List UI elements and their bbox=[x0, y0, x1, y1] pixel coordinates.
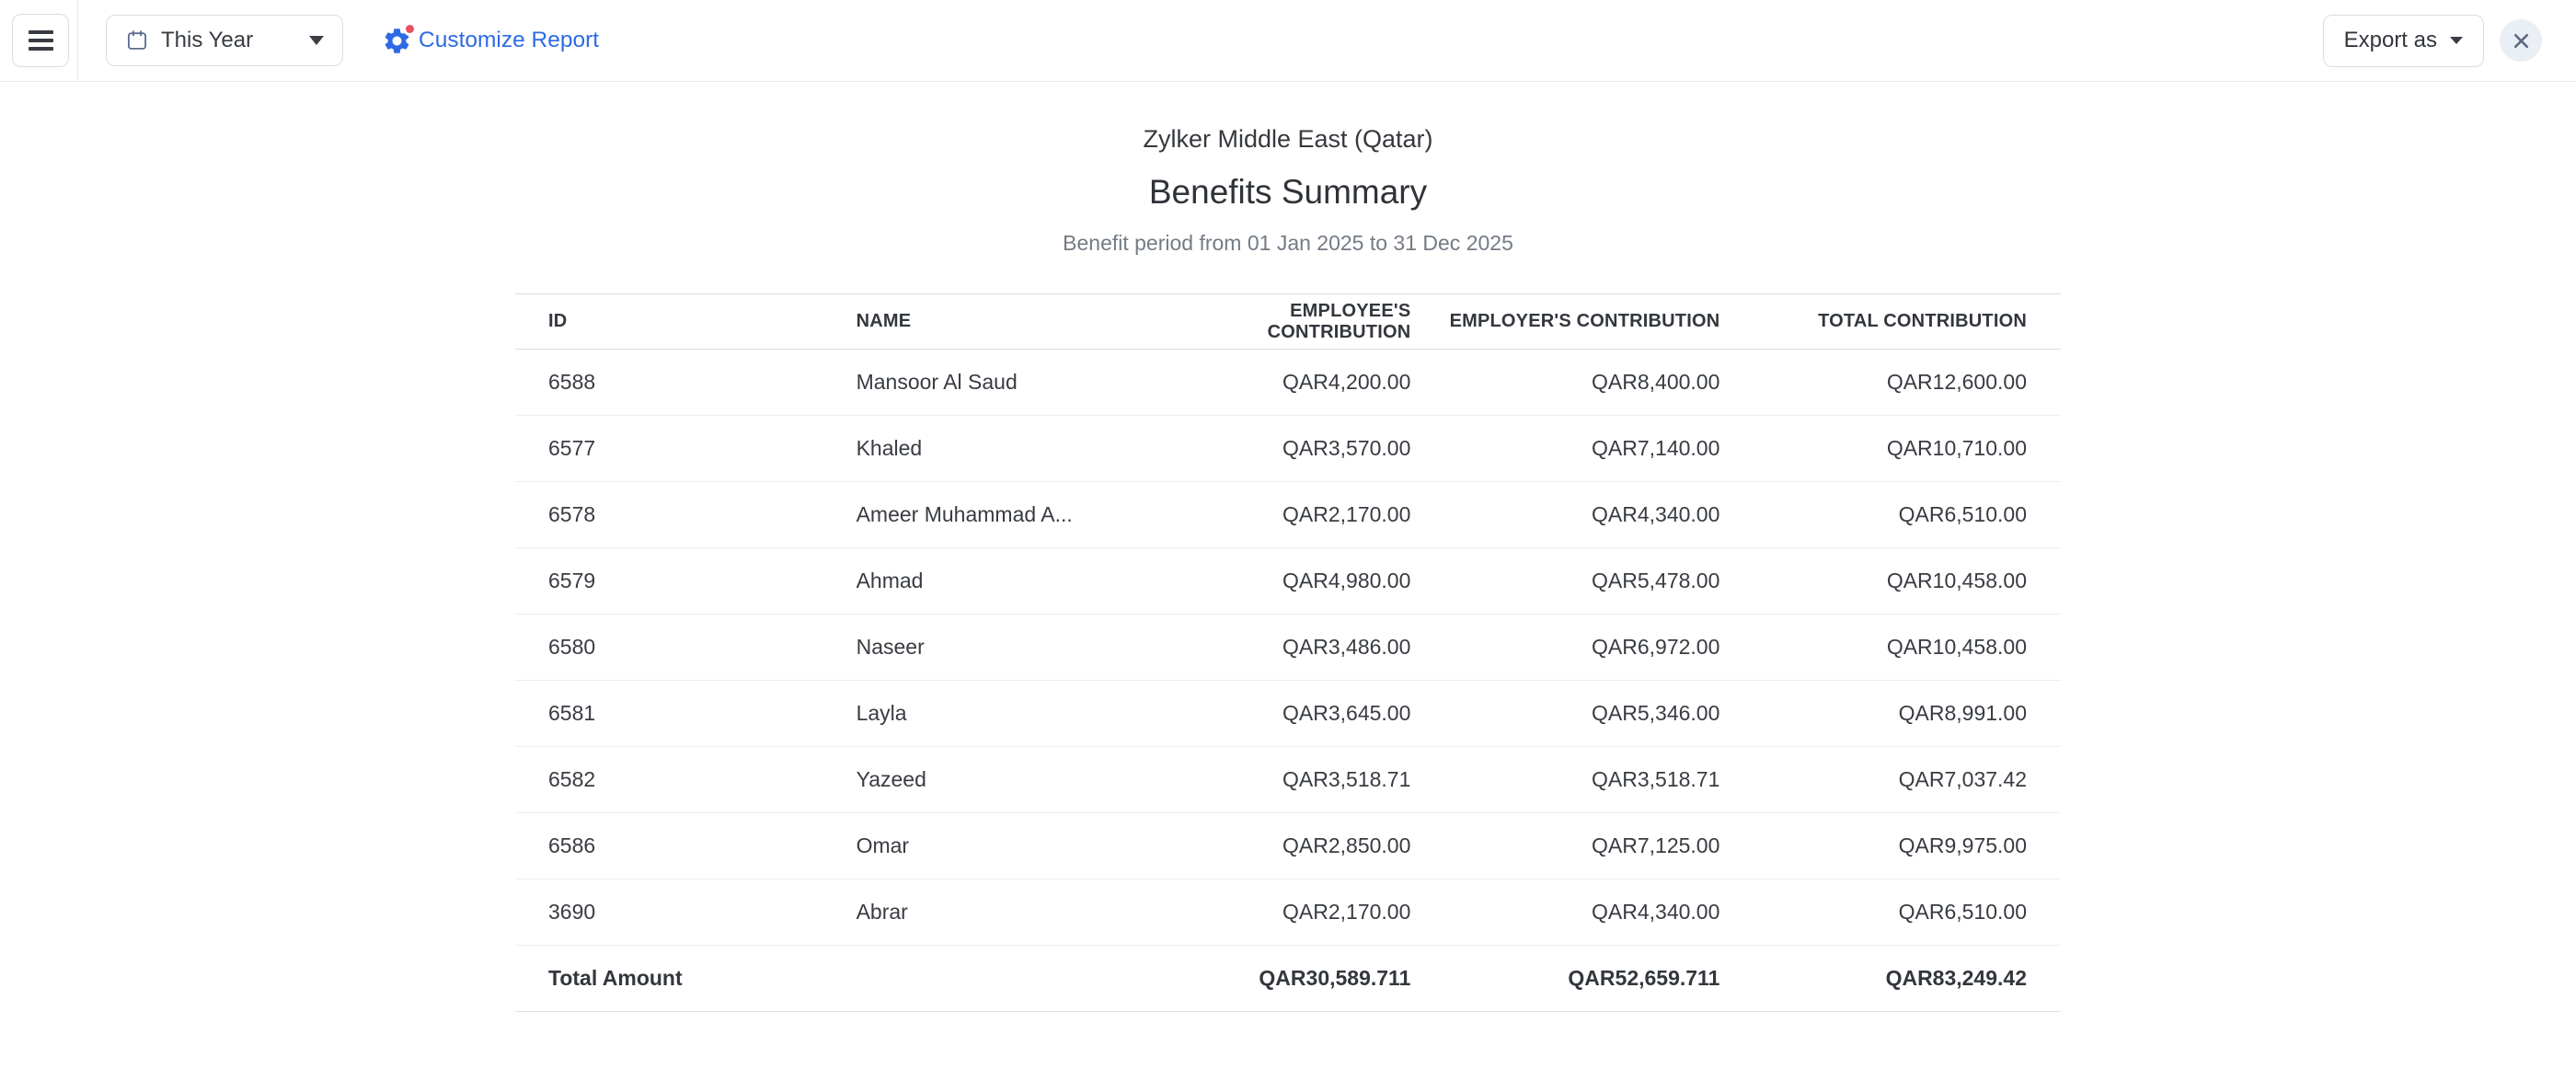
gear-icon bbox=[382, 26, 412, 56]
column-header: NAME bbox=[856, 294, 1172, 350]
column-header: EMPLOYEE'S CONTRIBUTION bbox=[1172, 294, 1411, 350]
company-name: Zylker Middle East (Qatar) bbox=[1143, 125, 1433, 153]
hamburger-icon bbox=[29, 30, 53, 34]
report-period-text: Benefit period from 01 Jan 2025 to 31 Dec 2025 bbox=[1063, 231, 1513, 255]
total-name-cell bbox=[856, 946, 1172, 1012]
toolbar bbox=[0, 0, 2576, 82]
period-selector-value: This Year bbox=[161, 28, 254, 52]
cell-id: 6588 bbox=[515, 350, 856, 416]
cell-employee: QAR3,645.00 bbox=[1172, 681, 1411, 747]
toolbar-right-group bbox=[2323, 15, 2542, 67]
cell-employer: QAR4,340.00 bbox=[1411, 879, 1720, 946]
total-label-cell: Total Amount bbox=[515, 946, 856, 1012]
cell-employer: QAR6,972.00 bbox=[1411, 615, 1720, 681]
column-header: ID bbox=[515, 294, 856, 350]
cell-employee: QAR4,980.00 bbox=[1172, 548, 1411, 615]
cell-total: QAR9,975.00 bbox=[1720, 813, 2061, 879]
cell-employer: QAR8,400.00 bbox=[1411, 350, 1720, 416]
benefits-table bbox=[515, 293, 2061, 1012]
period-selector-dropdown[interactable] bbox=[106, 15, 343, 66]
cell-name: Ameer Muhammad A... bbox=[856, 482, 1172, 548]
cell-total: QAR7,037.42 bbox=[1720, 747, 2061, 813]
table-row bbox=[515, 615, 2061, 681]
table-row bbox=[515, 350, 2061, 416]
close-icon bbox=[2512, 31, 2531, 51]
table-row bbox=[515, 879, 2061, 946]
table-row bbox=[515, 482, 2061, 548]
toolbar-divider bbox=[77, 0, 78, 81]
cell-name: Abrar bbox=[856, 879, 1172, 946]
total-employer-cell: QAR52,659.711 bbox=[1411, 946, 1720, 1012]
cell-name: Naseer bbox=[856, 615, 1172, 681]
cell-id: 6580 bbox=[515, 615, 856, 681]
cell-employee: QAR3,486.00 bbox=[1172, 615, 1411, 681]
cell-employer: QAR7,140.00 bbox=[1411, 416, 1720, 482]
cell-employer: QAR4,340.00 bbox=[1411, 482, 1720, 548]
cell-id: 3690 bbox=[515, 879, 856, 946]
cell-name: Mansoor Al Saud bbox=[856, 350, 1172, 416]
table-row bbox=[515, 416, 2061, 482]
cell-id: 6577 bbox=[515, 416, 856, 482]
cell-name: Omar bbox=[856, 813, 1172, 879]
cell-total: QAR10,710.00 bbox=[1720, 416, 2061, 482]
table-header-row bbox=[515, 294, 2061, 350]
column-header: EMPLOYER'S CONTRIBUTION bbox=[1411, 294, 1720, 350]
hamburger-menu-button[interactable] bbox=[12, 14, 69, 67]
cell-id: 6586 bbox=[515, 813, 856, 879]
cell-id: 6579 bbox=[515, 548, 856, 615]
export-as-button[interactable] bbox=[2323, 15, 2484, 67]
cell-employer: QAR7,125.00 bbox=[1411, 813, 1720, 879]
cell-employer: QAR5,346.00 bbox=[1411, 681, 1720, 747]
cell-name: Ahmad bbox=[856, 548, 1172, 615]
export-as-label: Export as bbox=[2343, 28, 2437, 52]
cell-total: QAR6,510.00 bbox=[1720, 879, 2061, 946]
cell-total: QAR10,458.00 bbox=[1720, 548, 2061, 615]
report-header bbox=[0, 82, 2576, 256]
cell-total: QAR12,600.00 bbox=[1720, 350, 2061, 416]
cell-id: 6581 bbox=[515, 681, 856, 747]
cell-employee: QAR4,200.00 bbox=[1172, 350, 1411, 416]
cell-employee: QAR2,850.00 bbox=[1172, 813, 1411, 879]
cell-id: 6582 bbox=[515, 747, 856, 813]
chevron-down-icon bbox=[2450, 37, 2463, 44]
total-employee-cell: QAR30,589.711 bbox=[1172, 946, 1411, 1012]
table-total-row bbox=[515, 946, 2061, 1012]
cell-name: Yazeed bbox=[856, 747, 1172, 813]
cell-employer: QAR3,518.71 bbox=[1411, 747, 1720, 813]
cell-employer: QAR5,478.00 bbox=[1411, 548, 1720, 615]
table-row bbox=[515, 813, 2061, 879]
cell-name: Layla bbox=[856, 681, 1172, 747]
table-body bbox=[515, 350, 2061, 946]
cell-employee: QAR2,170.00 bbox=[1172, 482, 1411, 548]
customize-report-label: Customize Report bbox=[419, 28, 600, 52]
close-button[interactable] bbox=[2500, 19, 2542, 62]
cell-employee: QAR3,518.71 bbox=[1172, 747, 1411, 813]
total-total-cell: QAR83,249.42 bbox=[1720, 946, 2061, 1012]
report-title: Benefits Summary bbox=[1148, 173, 1428, 211]
calendar-icon bbox=[125, 29, 149, 52]
cell-employee: QAR3,570.00 bbox=[1172, 416, 1411, 482]
chevron-down-icon bbox=[309, 36, 324, 45]
table-row bbox=[515, 747, 2061, 813]
benefits-table-container bbox=[515, 293, 2061, 1012]
cell-name: Khaled bbox=[856, 416, 1172, 482]
cell-total: QAR6,510.00 bbox=[1720, 482, 2061, 548]
cell-employee: QAR2,170.00 bbox=[1172, 879, 1411, 946]
column-header: TOTAL CONTRIBUTION bbox=[1720, 294, 2061, 350]
cell-id: 6578 bbox=[515, 482, 856, 548]
table-row bbox=[515, 548, 2061, 615]
customize-report-link[interactable] bbox=[382, 26, 599, 56]
notification-dot bbox=[403, 22, 417, 36]
cell-total: QAR10,458.00 bbox=[1720, 615, 2061, 681]
table-row bbox=[515, 681, 2061, 747]
cell-total: QAR8,991.00 bbox=[1720, 681, 2061, 747]
